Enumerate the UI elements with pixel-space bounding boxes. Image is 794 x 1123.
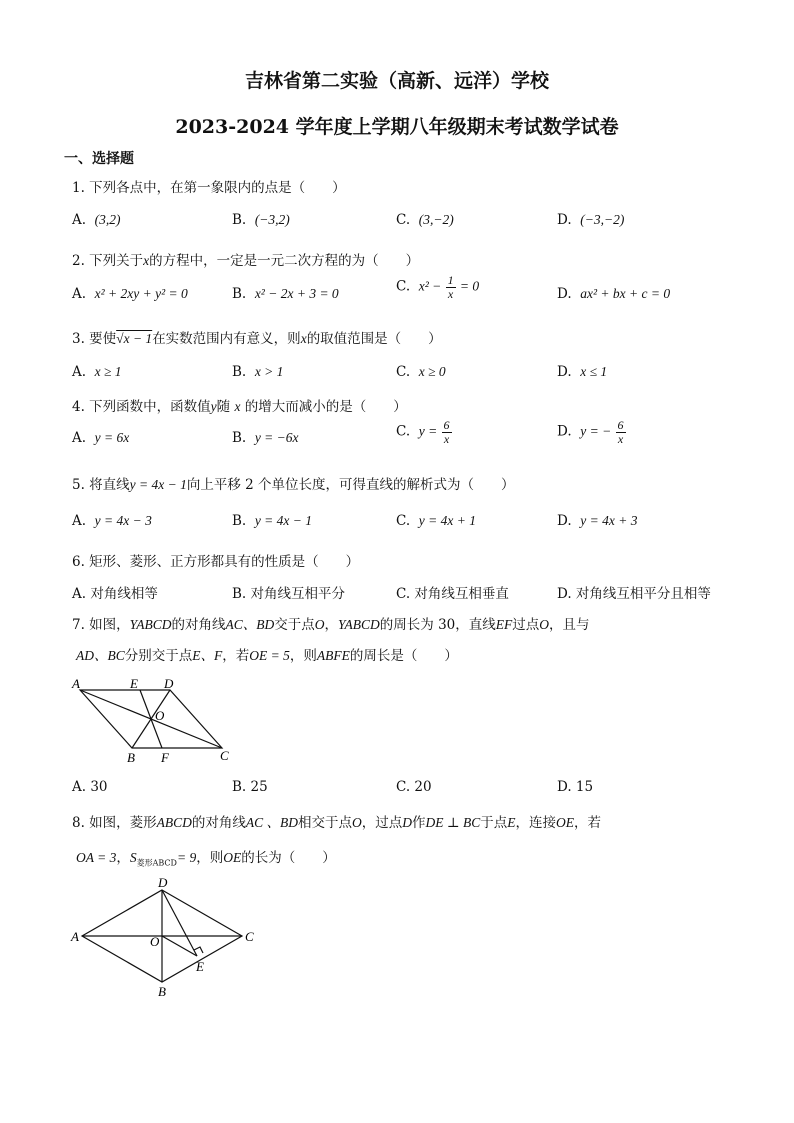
q1-option-a: A. (3,2) — [72, 212, 121, 228]
q7-option-c: C. 20 — [396, 779, 432, 795]
q8-rhombus-figure — [66, 874, 266, 998]
q6-option-d: D. 对角线互相平分且相等 — [557, 586, 711, 602]
label-point-a: A — [71, 929, 79, 944]
section-heading-multiple-choice: 一、选择题 — [64, 151, 134, 167]
q4-option-b: B. y = −6x — [232, 430, 299, 446]
question-4-stem: 4. 下列函数中，函数值y随 x 的增大而减小的是（ ） — [72, 399, 407, 415]
question-6-stem: 6. 矩形、菱形、正方形都具有的性质是（ ） — [72, 554, 360, 570]
q4-option-a: A. y = 6x — [72, 430, 130, 446]
label-point-d: D — [164, 676, 174, 691]
fraction-1-over-x: $\frac{1}{x}$ — [447, 273, 454, 301]
q5-option-b: B. y = 4x − 1 — [232, 513, 313, 529]
q3-option-a: A. x ≥ 1 — [72, 364, 122, 380]
question-8-stem-line1: 8. 如图，菱形ABCD的对角线AC 、BD相交于点O，过点D作DE ⊥ BC于点E，连接OE，若 — [72, 815, 601, 831]
question-1-stem: 1. 下列各点中，在第一象限内的点是（ ） — [72, 180, 346, 196]
q3-option-b: B. x > 1 — [232, 364, 284, 380]
question-2-stem: 2. 下列关于x的方程中，一定是一元二次方程的为（ ） — [72, 253, 420, 269]
q2-option-d: D. ax² + bx + c = 0 — [557, 286, 671, 302]
label-point-o: O — [155, 708, 165, 723]
q2-option-c: C. x² − $\frac{1}{x}$ = 0 — [396, 273, 480, 301]
q1-option-c: C. (3,−2) — [396, 212, 454, 228]
q4-option-d: D. y = − $\frac{6}{x}$ — [557, 418, 624, 446]
label-point-e: E — [130, 676, 138, 691]
label-point-a: A — [72, 676, 80, 691]
q7-option-d: D. 15 — [557, 779, 594, 795]
label-point-o: O — [150, 934, 160, 949]
q3-option-c: C. x ≥ 0 — [396, 364, 446, 380]
exam-school-title: 吉林省第二实验（高新、远洋）学校 — [244, 70, 549, 92]
question-5-stem: 5. 将直线y = 4x − 1向上平移 2 个单位长度，可得直线的解析式为（ ） — [72, 477, 515, 493]
question-8-stem-line2: OA = 3，$S_{菱形ABCD}= 9$，则OE的长为（ ） — [76, 850, 336, 868]
q7-option-a: A. 30 — [72, 779, 108, 795]
q1-option-b: B. (−3,2) — [232, 212, 290, 228]
q7-option-b: B. 25 — [232, 779, 268, 795]
question-3-stem: 3. 要使√x − 1在实数范围内有意义，则x的取值范围是（ ） — [72, 331, 442, 347]
q2-option-a: A. x² + 2xy + y² = 0 — [72, 286, 188, 302]
label-point-b: B — [158, 984, 166, 998]
q3-option-d: D. x ≤ 1 — [557, 364, 608, 380]
q1-option-d: D. (−3,−2) — [557, 212, 625, 228]
q2-option-b: B. x² − 2x + 3 = 0 — [232, 286, 339, 302]
fraction-neg-6-over-x: $\frac{6}{x}$ — [617, 418, 624, 446]
q6-option-a: A. 对角线相等 — [72, 586, 158, 602]
label-point-f: F — [161, 750, 169, 765]
q6-option-b: B. 对角线互相平分 — [232, 586, 346, 602]
exam-paper-title: 2023-2024 学年度上学期八年级期末考试数学试卷 — [175, 116, 619, 138]
label-point-e: E — [196, 959, 204, 974]
q5-option-a: A. y = 4x − 3 — [72, 513, 152, 529]
fraction-6-over-x: $\frac{6}{x}$ — [443, 418, 450, 446]
question-7-stem-line1: 7. 如图，YABCD的对角线AC、BD交于点O，YABCD的周长为 30，直线EF过点O，且与 — [72, 617, 590, 633]
label-point-c: C — [245, 929, 254, 944]
question-7-stem-line2: AD、BC分别交于点E、F，若OE = 5，则ABFE的周长是（ ） — [76, 648, 458, 664]
q5-option-d: D. y = 4x + 3 — [557, 513, 638, 529]
label-point-b: B — [127, 750, 135, 765]
label-point-c: C — [220, 748, 229, 763]
q4-option-c: C. y = $\frac{6}{x}$ — [396, 418, 450, 446]
q7-parallelogram-figure — [66, 672, 246, 768]
label-point-d: D — [158, 875, 168, 890]
q6-option-c: C. 对角线互相垂直 — [396, 586, 509, 602]
q5-option-c: C. y = 4x + 1 — [396, 513, 476, 529]
